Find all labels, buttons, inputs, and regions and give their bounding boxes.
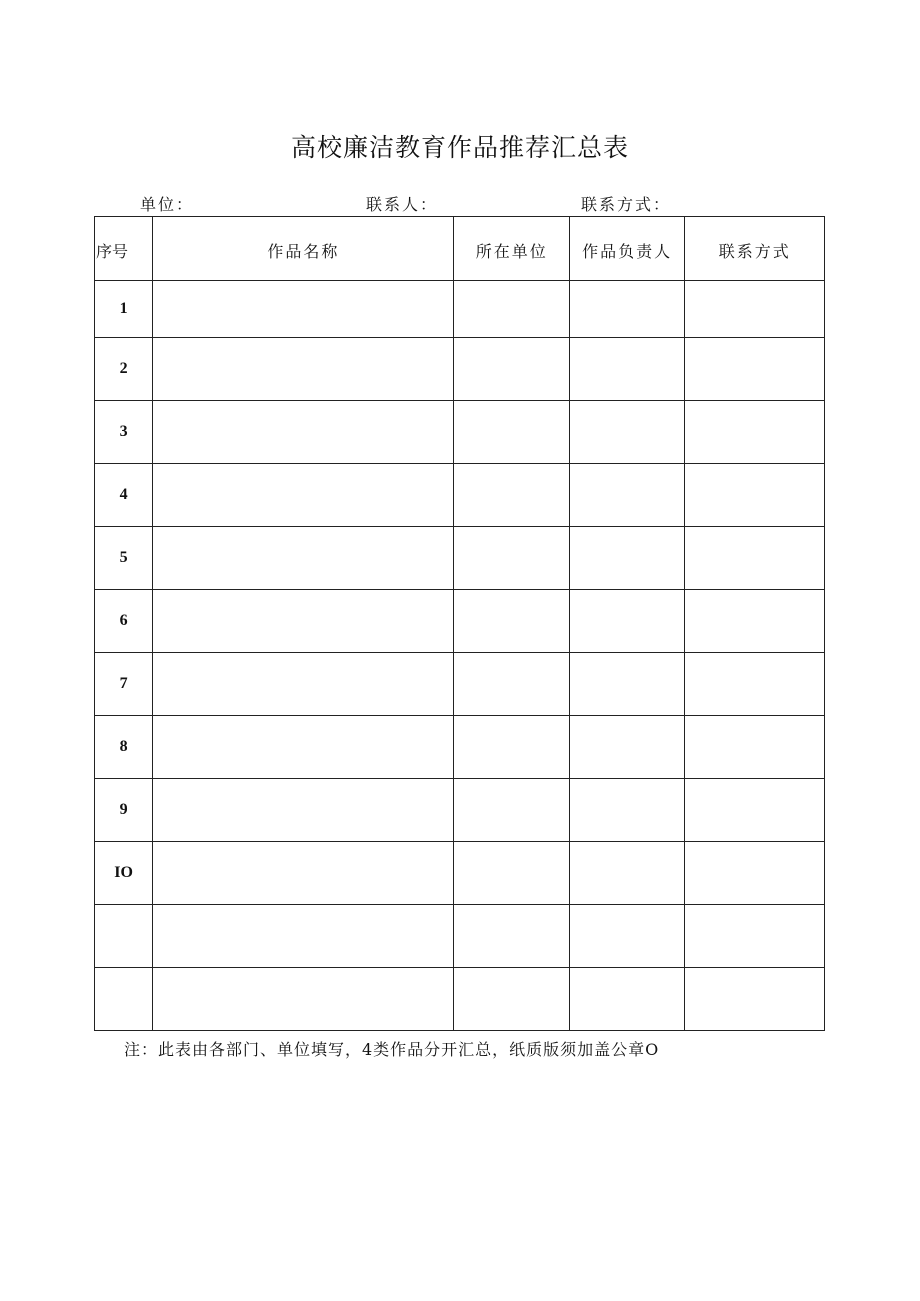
table-row — [95, 905, 825, 968]
contact-method-cell[interactable] — [685, 527, 825, 590]
table-header-row — [95, 217, 825, 281]
work-name-cell[interactable] — [153, 653, 454, 716]
contact-method-cell[interactable] — [685, 338, 825, 401]
owner-cell[interactable] — [569, 338, 684, 401]
seq-cell — [95, 968, 153, 1031]
contact-method-cell[interactable] — [685, 968, 825, 1031]
footnote: 注：此表由各部门、单位填写，4类作品分开汇总，纸质版须加盖公章O — [124, 1040, 660, 1059]
table-row — [95, 716, 825, 779]
work-name-cell[interactable] — [153, 716, 454, 779]
seq-cell: 9 — [95, 779, 153, 842]
seq-cell: 3 — [95, 401, 153, 464]
work-name-cell[interactable] — [153, 464, 454, 527]
work-name-cell[interactable] — [153, 842, 454, 905]
owner-cell[interactable] — [569, 779, 684, 842]
unit-cell[interactable] — [454, 338, 569, 401]
work-name-cell[interactable] — [153, 590, 454, 653]
unit-cell[interactable] — [454, 527, 569, 590]
table-row — [95, 527, 825, 590]
seq-cell: 4 — [95, 464, 153, 527]
table-row — [95, 464, 825, 527]
owner-cell[interactable] — [569, 716, 684, 779]
owner-cell[interactable] — [569, 464, 684, 527]
table-body — [95, 281, 825, 1031]
seq-cell: 6 — [95, 590, 153, 653]
contact-method-cell[interactable] — [685, 716, 825, 779]
table-row — [95, 281, 825, 338]
work-name-cell[interactable] — [153, 968, 454, 1031]
contact-method-cell[interactable] — [685, 779, 825, 842]
unit-cell[interactable] — [454, 281, 569, 338]
owner-cell[interactable] — [569, 401, 684, 464]
page-title: 高校廉洁教育作品推荐汇总表 — [290, 133, 629, 162]
unit-cell[interactable] — [454, 905, 569, 968]
header-contact-method: 联系方式 — [685, 217, 825, 281]
unit-cell[interactable] — [454, 779, 569, 842]
owner-cell[interactable] — [569, 527, 684, 590]
contact-method-cell[interactable] — [685, 653, 825, 716]
work-name-cell[interactable] — [153, 281, 454, 338]
work-name-cell[interactable] — [153, 401, 454, 464]
seq-cell: 8 — [95, 716, 153, 779]
seq-cell: 1 — [95, 281, 153, 338]
table-row — [95, 779, 825, 842]
seq-cell: 7 — [95, 653, 153, 716]
contact-method-cell[interactable] — [685, 842, 825, 905]
contact-method-cell[interactable] — [685, 401, 825, 464]
work-name-cell[interactable] — [153, 338, 454, 401]
seq-cell: 5 — [95, 527, 153, 590]
unit-cell[interactable] — [454, 653, 569, 716]
table-row — [95, 968, 825, 1031]
seq-cell — [95, 905, 153, 968]
seq-cell: IO — [95, 842, 153, 905]
contact-method-label: 联系方式： — [581, 195, 672, 214]
unit-cell[interactable] — [454, 464, 569, 527]
header-seq: 序号 — [95, 217, 153, 281]
contact-method-cell[interactable] — [685, 281, 825, 338]
table-row — [95, 590, 825, 653]
work-name-cell[interactable] — [153, 905, 454, 968]
unit-cell[interactable] — [454, 968, 569, 1031]
owner-cell[interactable] — [569, 968, 684, 1031]
unit-cell[interactable] — [454, 716, 569, 779]
owner-cell[interactable] — [569, 842, 684, 905]
owner-cell[interactable] — [569, 590, 684, 653]
contact-method-cell[interactable] — [685, 464, 825, 527]
owner-cell[interactable] — [569, 653, 684, 716]
table-row — [95, 401, 825, 464]
contact-person-label: 联系人： — [366, 195, 439, 214]
table-row — [95, 653, 825, 716]
owner-cell[interactable] — [569, 281, 684, 338]
seq-cell: 2 — [95, 338, 153, 401]
header-work-name: 作品名称 — [153, 217, 454, 281]
recommendation-summary-table — [94, 216, 825, 1031]
unit-cell[interactable] — [454, 401, 569, 464]
work-name-cell[interactable] — [153, 527, 454, 590]
work-name-cell[interactable] — [153, 779, 454, 842]
owner-cell[interactable] — [569, 905, 684, 968]
contact-method-cell[interactable] — [685, 590, 825, 653]
table-row — [95, 842, 825, 905]
unit-label: 单位： — [140, 195, 195, 214]
table-row — [95, 338, 825, 401]
contact-method-cell[interactable] — [685, 905, 825, 968]
unit-cell[interactable] — [454, 842, 569, 905]
unit-cell[interactable] — [454, 590, 569, 653]
header-unit: 所在单位 — [454, 217, 569, 281]
header-owner: 作品负责人 — [569, 217, 684, 281]
